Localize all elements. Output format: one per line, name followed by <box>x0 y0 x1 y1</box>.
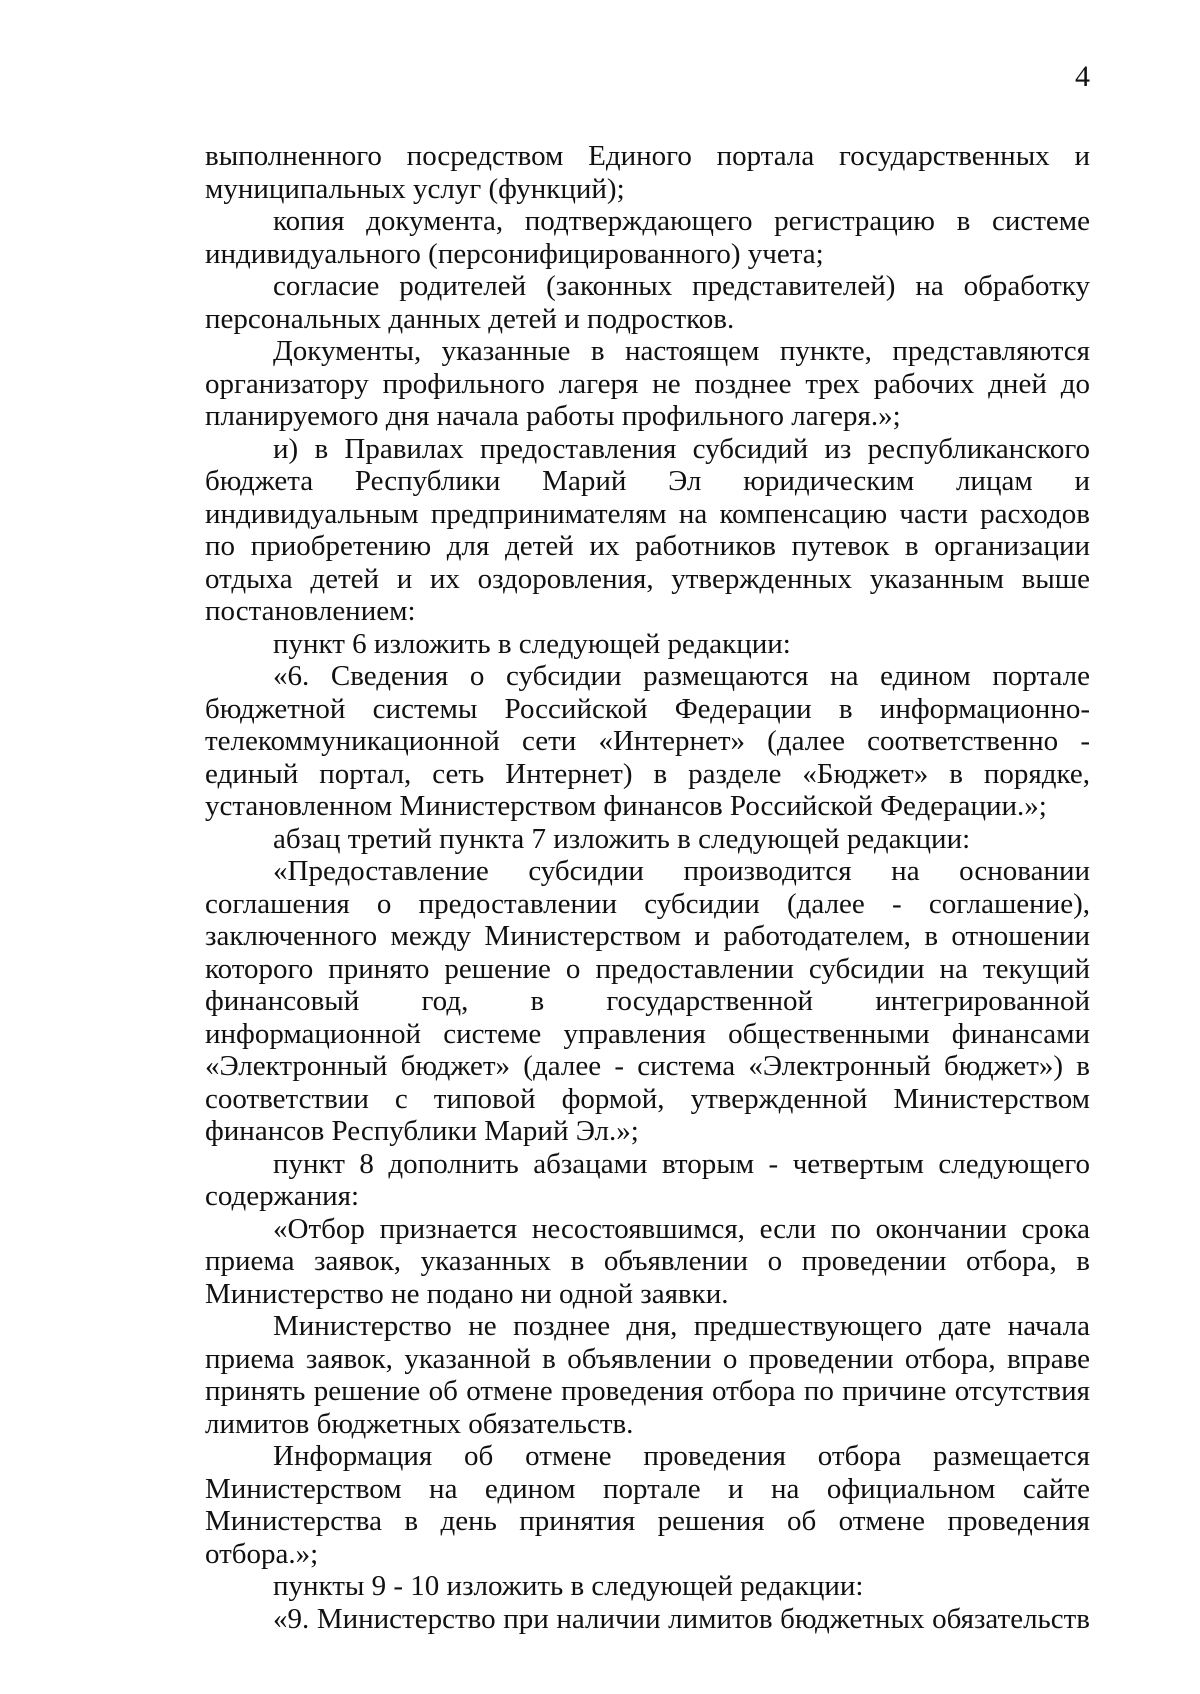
paragraph-11: «Отбор признается несостоявшимся, если по окончании срока приема заявок, указанных в объявлении о проведении отбора, в Министерство не подано ни одной заявки. <box>205 1212 1090 1310</box>
paragraph-8: абзац третий пункта 7 изложить в следующей редакции: <box>273 822 971 855</box>
paragraph-4: Документы, указанные в настоящем пункте, представляются организатору профильного лагеря не позднее трех рабочих дней до планируемого дня начала работы профильного лагеря.»; <box>205 335 1090 432</box>
paragraph-10: пункт 8 дополнить абзацами вторым - четвертым следующего содержания: <box>205 1147 1090 1212</box>
paragraph-12: Министерство не позднее дня, предшествующего дате начала приема заявок, указанной в объявлении о проведении отбора, вправе принять решение об отмене проведения отбора по причине отсутствия лимитов бюджетных обязательств. <box>205 1310 1090 1440</box>
paragraph-3: согласие родителей (законных представителей) на обработку персональных данных детей и подростков. <box>205 270 1090 335</box>
page-number: 4 <box>1075 60 1090 93</box>
paragraph-1: выполненного посредством Единого портала государственных и муниципальных услуг (функций); <box>205 140 1090 205</box>
paragraph-7: «6. Сведения о субсидии размещаются на едином портале бюджетной системы Российской Федерации в информационно-телекоммуникационной сети «Интернет» (далее соответственно - единый портал, сеть Интернет) в разделе «Бюджет» в порядке, установленном Министерством финансов Российской Федерации.»; <box>205 660 1090 822</box>
paragraph-15: «9. Министерство при наличии лимитов бюджетных обязательств <box>273 1602 1090 1635</box>
paragraph-9: «Предоставление субсидии производится на основании соглашения о предоставлении субсидии (далее - соглашение), заключенного между Министерством и работодателем, в отношении которого принято решение о предоставлении субсидии на текущий финансовый год, в государственной интегрированной информационной системе управления общественными финансами «Электронный бюджет» (далее - система «Электронный бюджет») в соответствии с типовой формой, утвержденной Министерством финансов Республики Марий Эл.»; <box>205 855 1090 1147</box>
paragraph-5: и) в Правилах предоставления субсидий из республиканского бюджета Республики Марий Эл юридическим лицам и индивидуальным предпринимателям на компенсацию части расходов по приобретению для детей их работников путевок в организации отдыха детей и их оздоровления, утвержденных указанным выше постановлением: <box>205 432 1090 627</box>
paragraph-6: пункт 6 изложить в следующей редакции: <box>273 627 791 660</box>
paragraph-14: пункты 9 - 10 изложить в следующей редакции: <box>273 1570 864 1602</box>
document-body <box>205 140 1090 1635</box>
paragraph-2: копия документа, подтверждающего регистрацию в системе индивидуального (персонифицированного) учета; <box>205 205 1090 270</box>
paragraph-13: Информация об отмене проведения отбора размещается Министерством на едином портале и на официальном сайте Министерства в день принятия решения об отмене проведения отбора.»; <box>205 1440 1090 1570</box>
